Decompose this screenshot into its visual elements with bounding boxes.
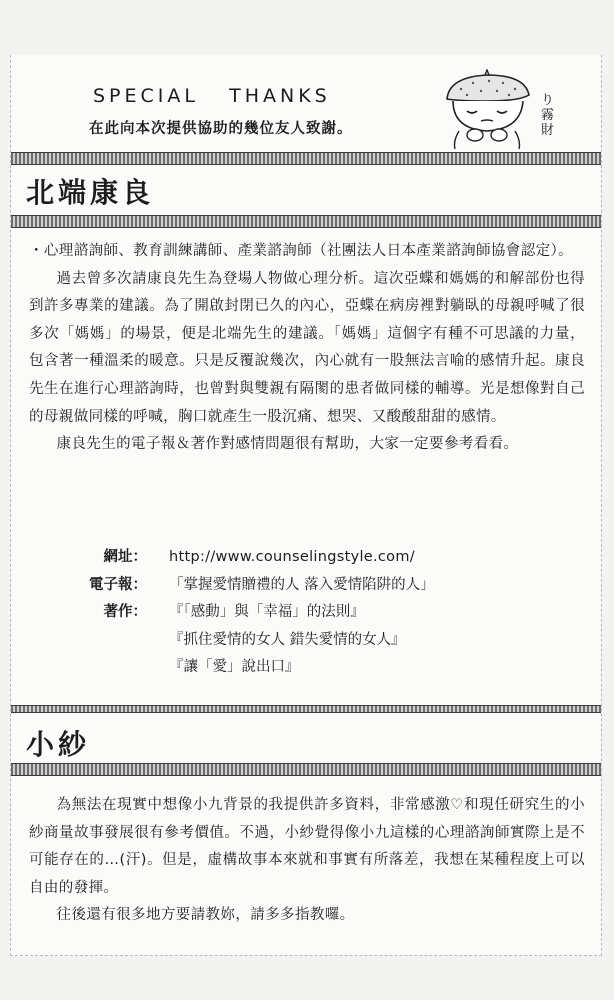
divider-band <box>11 152 601 165</box>
divider-band <box>11 763 601 776</box>
info-value: 『「感動」與「幸福」的法則』 <box>169 604 365 621</box>
info-label-empty <box>29 654 169 682</box>
info-row-newsletter <box>29 572 585 600</box>
website-link[interactable]: http://www.counselingstyle.com/ <box>169 549 415 565</box>
info-value: 『讓「愛」說出口』 <box>169 659 300 676</box>
divider-band <box>11 705 601 713</box>
info-label: 網址： <box>103 549 147 565</box>
page-title: SPECIAL THANKS <box>93 85 331 107</box>
info-label-empty <box>29 627 169 655</box>
info-row-books <box>29 654 585 682</box>
info-value: 「掌握愛情贈禮的人 落入愛情陷阱的人」 <box>169 576 435 593</box>
info-row-books <box>29 627 585 655</box>
divider-band <box>11 215 601 228</box>
page-subtitle: 在此向本次提供協助的幾位友人致謝。 <box>89 121 353 137</box>
mascot-illustration <box>439 69 535 149</box>
info-row-books <box>29 599 585 627</box>
paragraph: 康良先生的電子報＆著作對感情問題很有幫助，大家一定要參考看看。 <box>56 436 519 453</box>
paragraph: 為無法在現實中想像小九背景的我提供許多資料，非常感激♡和現任研究生的小紗商量故事發展很有參考價值。不過，小紗覺得像小九這樣的心理諮詢師實際上是不可能存在的…(汗)。但是，虛構故事本來就和事實有所落差，我想在某種程度上可以自由的發揮。 <box>29 797 585 896</box>
info-label: 著作： <box>103 604 147 621</box>
page <box>10 55 602 956</box>
section-heading: 小紗 <box>26 728 91 761</box>
paragraph: 過去曾多次請康良先生為登場人物做心理分析。這次亞蝶和媽媽的和解部份也得到許多專業的建議。為了開啟封閉已久的內心，亞蝶在病房裡對躺臥的母親呼喊了很多次「媽媽」的場景，便是北端先生的建議。「媽媽」這個字有種不可思議的力量，包含著一種溫柔的暖意。只是反覆說幾次，內心就有一股無法言喻的感情升起。康良先生在進行心理諮詢時，也曾對與雙親有隔閡的患者做同樣的輔導。光是想像對自己的母親做同樣的呼喊，胸口就產生一股沉痛、想哭、又酸酸甜甜的感情。 <box>29 270 585 425</box>
artist-signature: り霧財 <box>541 93 555 138</box>
section-heading: 北端康良 <box>26 176 155 209</box>
info-list <box>29 544 585 682</box>
info-value: 『抓住愛情的女人 錯失愛情的女人』 <box>169 631 406 648</box>
paragraph: 往後還有很多地方要請教妳，請多多指教囉。 <box>56 907 355 924</box>
section-body <box>29 238 585 459</box>
info-row-url <box>29 544 585 572</box>
section-body <box>29 792 585 930</box>
info-label: 電子報： <box>89 576 147 593</box>
paragraph: ・心理諮詢師、教育訓練講師、產業諮詢師（社團法人日本產業諮詢師協會認定）。 <box>29 243 574 259</box>
